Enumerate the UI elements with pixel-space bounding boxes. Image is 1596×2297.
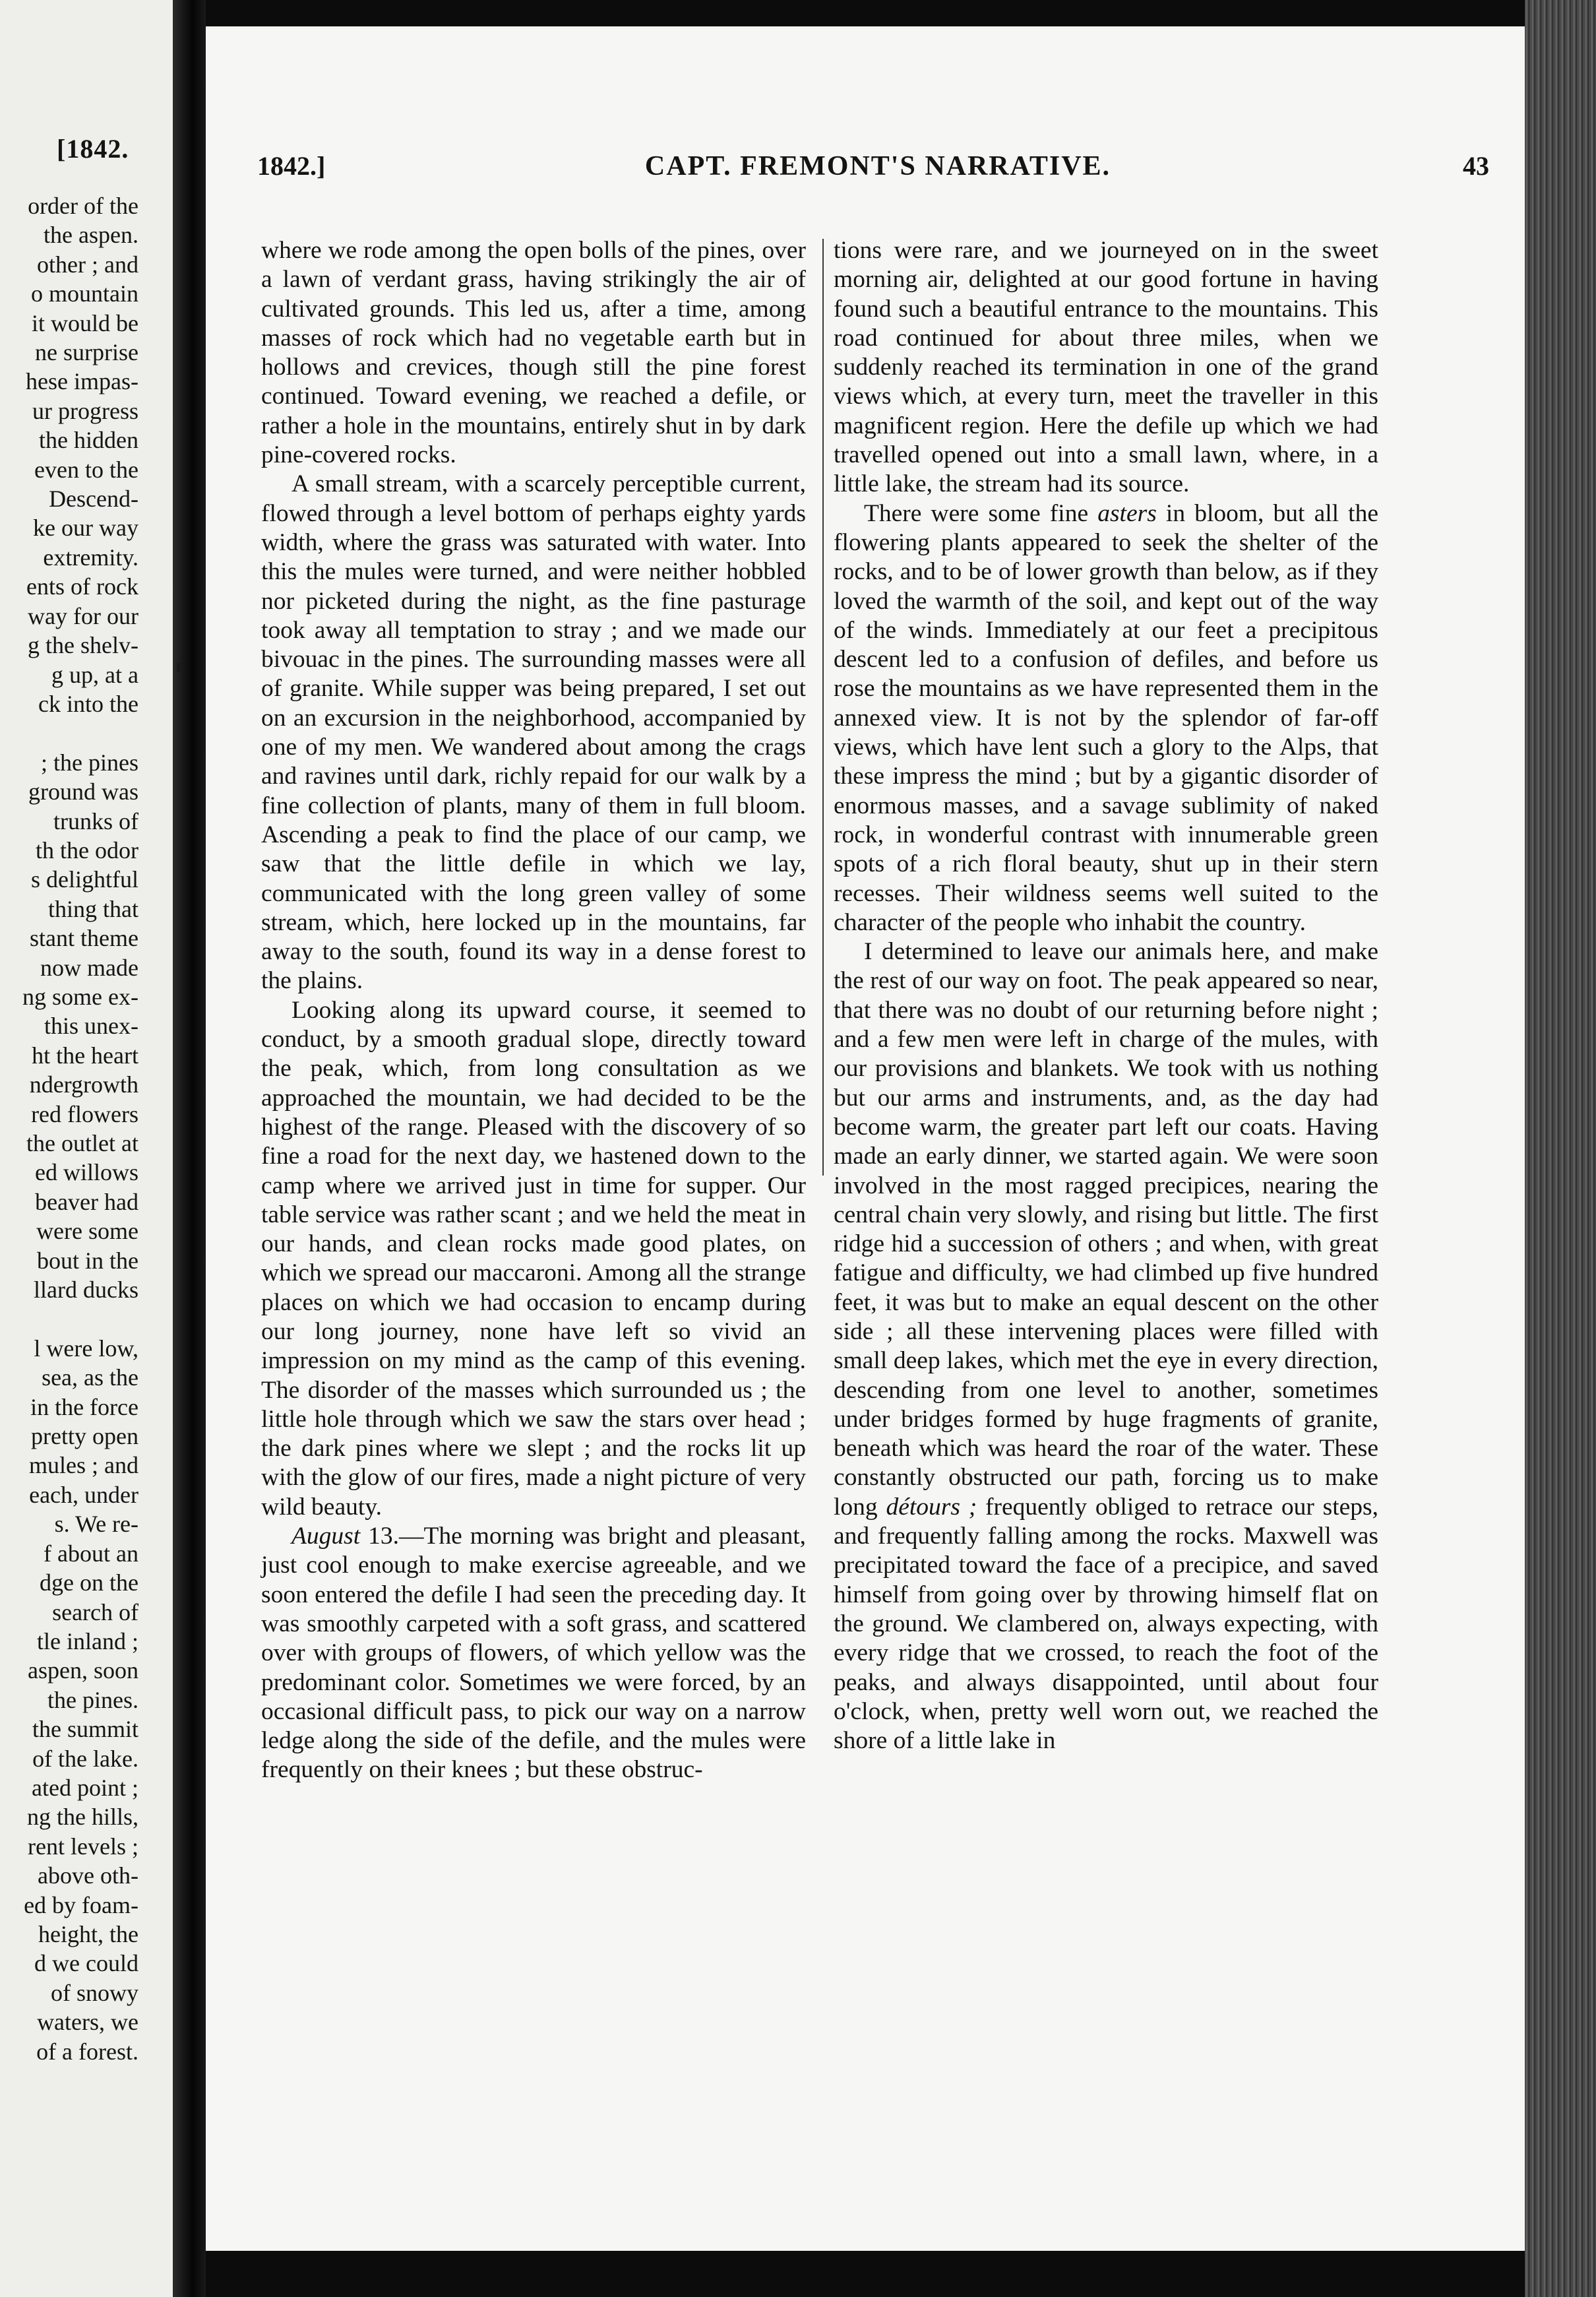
paragraph: Looking along its upward course, it seemed to conduct, by a smooth gradual slope, directly toward the peak, which, from long consultation as we approached the mountain, we had decided to be the highest of the range. Pleased with the discovery of so fine a road for the next day, we hastened down to the camp where we arrived just in time for supper. Our table service was rather scant ; and we held the meat in our hands, and clean rocks made good plates, on which we spread our maccaroni. Among all the strange places on which we had occasion to encamp during our long journey, none have left so vivid an impression on my mind as the camp of this evening. The disorder of the masses which surrounded us ; the little hole through which we saw the stars over head ; the dark pines where we slept ; and the rocks lit up with the glow of our fires, made a night picture of very wild beauty. — [261, 996, 806, 1521]
facing-page-line: of snowy — [51, 1979, 138, 2006]
facing-page-line: thing that — [48, 895, 138, 922]
facing-page-line: trunks of — [53, 807, 138, 834]
page-edge — [1525, 0, 1596, 2297]
facing-page-line: stant theme — [30, 925, 138, 952]
facing-page-line: now made — [40, 954, 138, 981]
facing-page-line: o mountain — [31, 280, 138, 307]
date-label: August — [292, 1523, 361, 1550]
paragraph: A small stream, with a scarcely perceptible current, flowed through a level bottom of perhaps eighty yards width, where the grass was saturated with water. Into this the mules were turned, and were neither hobbled nor picketed during the night, as the fine pasturage took away all temptation to stray ; and we made our bivouac in the pines. The surrounding masses were all of granite. While supper was being prepared, I set out on an excursion in the neighborhood, accompanied by one of my men. We wandered about among the crags and ravines until dark, richly repaid for our walk by a fine collection of plants, many of them in full bloom. Ascending a peak to find the place of our camp, we saw that the little defile in which we lay, communicated with the long green valley of some stream, which, here locked up in the mountains, far away to the south, found its way in a dense forest to the plains. — [261, 470, 806, 995]
facing-page-line: ed by foam- — [24, 1891, 138, 1918]
running-head-title: CAPT. FREMONT'S NARRATIVE. — [644, 151, 1111, 181]
facing-page-header: [1842. — [57, 134, 129, 164]
facing-page-text — [22, 191, 138, 2066]
facing-page-line: it would be — [32, 309, 138, 336]
facing-page-line: pretty open — [31, 1423, 138, 1450]
paragraph — [261, 1522, 806, 1785]
column-rule — [822, 239, 824, 1176]
facing-page-line: tle inland ; — [37, 1627, 138, 1654]
paragraph — [834, 499, 1378, 937]
facing-page-line: even to the — [34, 456, 138, 483]
facing-page-line: each, under — [29, 1481, 138, 1508]
facing-page-line: s delightful — [31, 866, 138, 893]
facing-page-line: ht the heart — [32, 1042, 138, 1069]
facing-page-line: dge on the — [40, 1569, 138, 1596]
facing-page-line: this unex- — [44, 1013, 138, 1040]
facing-page-line: s. We re- — [54, 1511, 138, 1538]
facing-page-line: l were low, — [34, 1335, 138, 1362]
facing-page-line: the aspen. — [44, 222, 138, 249]
page-number: 43 — [1463, 151, 1489, 181]
facing-page-line: extremity. — [43, 544, 138, 571]
facing-page-line: ndergrowth — [29, 1071, 138, 1098]
facing-page-line: ground was — [28, 778, 138, 805]
paragraph: tions were rare, and we journeyed on in the sweet morning air, delighted at our good fortune in having found such a beautiful entrance to the mountains. This road continued for about three miles, when we suddenly reached its termination in one of the grand views which, at every turn, meet the traveller in this magnificent region. Here the defile up which we had travelled opened out into a small lawn, where, in a little lake, the stream had its source. — [834, 237, 1378, 498]
facing-page-line: order of the — [28, 193, 138, 219]
facing-page-line: ng the hills, — [27, 1804, 138, 1831]
facing-page-line: the outlet at — [26, 1130, 138, 1156]
facing-page-line: the pines. — [47, 1686, 138, 1713]
facing-page-line: Descend- — [49, 486, 138, 513]
facing-page-line: d we could — [34, 1950, 138, 1977]
paragraph-text: 13.—The morning was bright and pleasant, just cool enough to make exercise agreeable, and we soon entered the defile I had seen the preceding day. It was smoothly carpeted with a soft grass, and scattered over with groups of flowers, of which yellow was the predominant color. Sometimes we were forced, by an occasional difficult pass, to pick our way on a narrow ledge along the side of the defile, and the mules were frequently on their knees ; but these obstruc- — [261, 1523, 806, 1784]
facing-page-line: above oth- — [38, 1862, 138, 1889]
paragraph — [834, 937, 1378, 1755]
facing-page-line: th the odor — [36, 836, 138, 864]
running-head-year: 1842.] — [257, 151, 326, 181]
facing-page-line: mules ; and — [29, 1452, 138, 1479]
facing-page-line: in the force — [30, 1393, 138, 1420]
facing-page-line: ck into the — [38, 690, 138, 717]
paragraph-text: There were some fine — [864, 499, 1098, 527]
facing-page-line: ; the pines — [41, 749, 138, 776]
facing-page-line: search of — [52, 1598, 138, 1625]
facing-page-line: hese impas- — [26, 368, 138, 395]
facing-page-line — [22, 1304, 138, 1333]
facing-page-line: llard ducks — [34, 1276, 138, 1304]
facing-page-line: were some — [36, 1218, 138, 1245]
facing-page-fragment — [0, 0, 173, 2297]
text-column-right — [834, 236, 1378, 1755]
emphasis: asters — [1097, 499, 1157, 527]
book-page — [206, 26, 1525, 2251]
facing-page-line: ne surprise — [35, 339, 138, 366]
paragraph: where we rode among the open bolls of the pines, over a lawn of verdant grass, having strikingly the air of cultivated grounds. This led us, after a time, among masses of rock which had no vegetable earth but in hollows and crevices, though still the pine forest continued. Toward evening, we reached a defile, or rather a hole in the mountains, entirely shut in by dark pine-covered rocks. — [261, 237, 806, 469]
facing-page-line: other ; and — [37, 251, 138, 278]
paragraph-text: frequently obliged to retrace our steps, and frequently falling among the rocks. Maxwell was precipitated toward the face of a precipice, and saved himself from going over by throwing himself flat on the ground. We clambered on, always expecting, with every ridge that we crossed, to reach the foot of the peaks, and always disappointed, until about four o'clock, when, pretty well worn out, we reached the shore of a little lake in — [834, 1493, 1378, 1755]
facing-page-line: aspen, soon — [28, 1657, 138, 1684]
facing-page-line: beaver had — [35, 1188, 138, 1215]
facing-page-line: f about an — [44, 1540, 138, 1567]
facing-page-line: the summit — [32, 1716, 138, 1743]
facing-page-line: ents of rock — [26, 573, 138, 600]
facing-page-line: ke our way — [33, 515, 138, 542]
paragraph-text: in bloom, but all the flowering plants appeared to seek the shelter of the rocks, and to be of lower growth than below, as if they loved the warmth of the soil, and kept out of the way of the winds. Immediately at our feet a precipitous descent led to a confusion of defiles, and before us rose the mountains as we have represented them in the annexed view. It is not by the splendor of far-off views, which have lent such a glory to the Alps, that these impress the mind ; but by a gigantic disorder of enormous masses, and a savage sublimity of naked rock, in wonderful contrast with innumerable green spots of a rich floral beauty, shut up in their stern recesses. Their wildness seems well suited to the character of the people who inhabit the country. — [834, 499, 1378, 936]
emphasis: détours ; — [886, 1493, 977, 1521]
running-head — [257, 150, 1498, 190]
facing-page-line: bout in the — [37, 1247, 138, 1274]
facing-page-line: sea, as the — [42, 1364, 138, 1391]
facing-page-line: the hidden — [39, 427, 138, 454]
facing-page-line: ated point ; — [32, 1774, 138, 1801]
paragraph-text: I determined to leave our animals here, and make the rest of our way on foot. The peak appeared so near, that there was no doubt of our returning before night ; and a few men were left in charge of the mules, with our provisions and blankets. We took with us nothing but our arms and instruments, and, as the day had become warm, the greater part left our coats. Having made an early dinner, we started again. We were soon involved in the most ragged precipices, nearing the central chain very slowly, and rising but little. The first ridge hid a succession of others ; and when, with great fatigue and difficulty, we had climbed up five hundred feet, it was but to make an equal descent on the other side ; all these intervening places were filled with small deep lakes, which met the eye in every direction, descending from one level to another, sometimes under bridges formed by huge fragments of granite, beneath which was heard the roar of the water. These constantly obstructed our path, forcing us to make long — [834, 938, 1378, 1521]
facing-page-line: g the shelv- — [28, 632, 138, 659]
facing-page-line: waters, we — [37, 2009, 138, 2036]
facing-page-line: way for our — [28, 602, 138, 629]
facing-page-line: g up, at a — [51, 661, 138, 688]
facing-page-line: ng some ex- — [22, 983, 138, 1010]
facing-page-line: height, the — [38, 1920, 138, 1947]
facing-page-line: of the lake. — [32, 1745, 138, 1772]
facing-page-line — [22, 718, 138, 747]
text-column-left — [261, 236, 806, 1785]
book-gutter — [173, 0, 206, 2297]
facing-page-line: ed willows — [35, 1159, 138, 1186]
facing-page-line: ur progress — [32, 397, 138, 424]
facing-page-line: red flowers — [31, 1100, 138, 1127]
facing-page-line: of a forest. — [36, 2038, 138, 2065]
facing-page-line: rent levels ; — [28, 1833, 138, 1860]
page-speck — [177, 663, 182, 672]
